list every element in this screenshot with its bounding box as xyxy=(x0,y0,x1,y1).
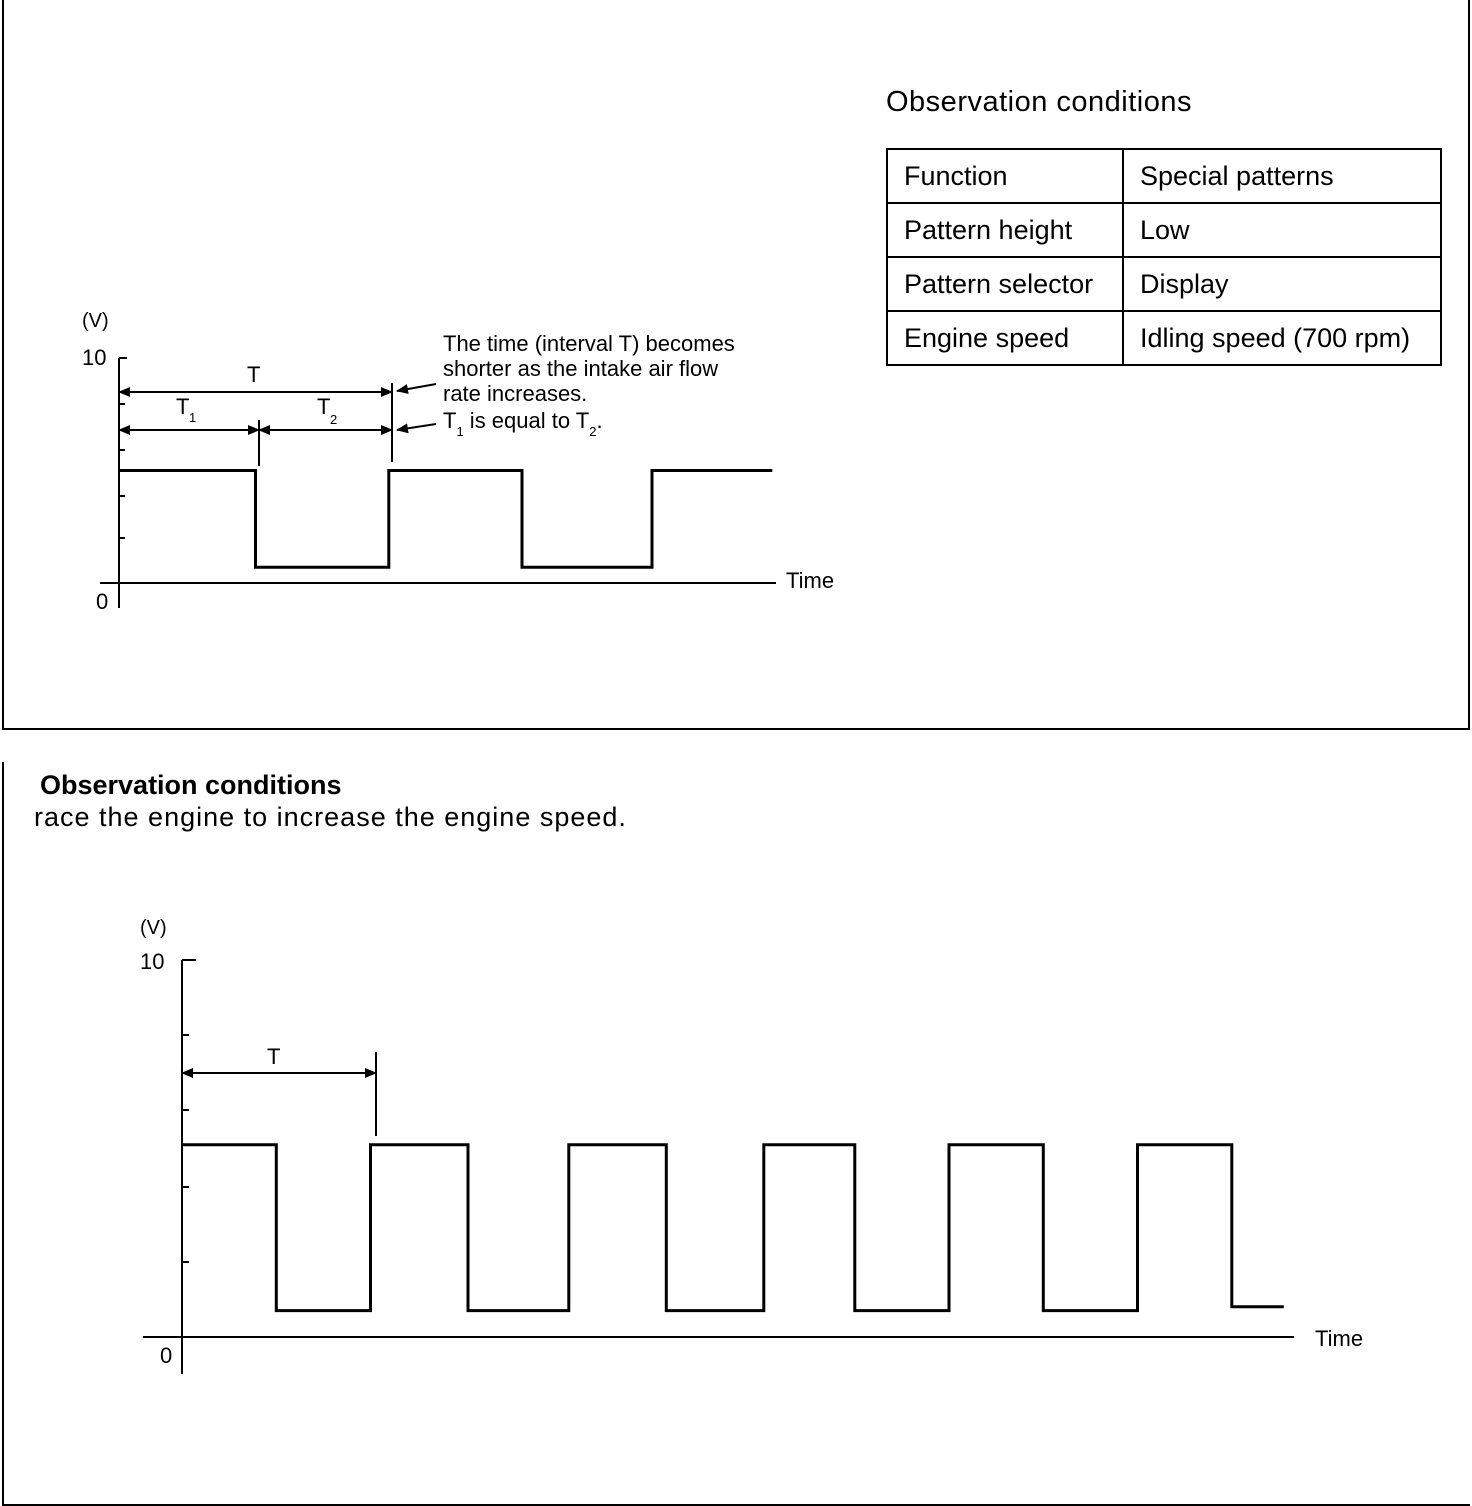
eq-mid: is equal to T xyxy=(463,408,590,433)
eq-t2-sub: 2 xyxy=(589,424,597,439)
chart2-ymax-label: 10 xyxy=(140,949,165,974)
row-value: Special patterns xyxy=(1123,149,1441,203)
chart1-xlabel: Time xyxy=(786,568,835,593)
row-label: Pattern height xyxy=(887,203,1123,257)
chart1-leader-arrow xyxy=(397,384,436,391)
conditions-table-title: Observation conditions xyxy=(886,86,1192,118)
chart1-note-line: shorter as the intake air flow xyxy=(443,356,719,381)
row-label: Pattern selector xyxy=(887,257,1123,311)
eq-t1-sub: 1 xyxy=(456,424,464,439)
chart2-ylabel: (V) xyxy=(140,917,167,939)
chart1-note-line: rate increases. xyxy=(443,381,588,406)
chart1-period-label: T xyxy=(247,362,261,387)
chart1-t2-label: T xyxy=(317,394,331,419)
chart-1 xyxy=(82,310,834,614)
section-heading: Observation conditions xyxy=(40,770,342,800)
chart1-leader-arrow xyxy=(397,424,436,430)
chart1-equality-note xyxy=(443,408,603,439)
row-value: Idling speed (700 rpm) xyxy=(1123,311,1441,365)
chart1-t1-label: T xyxy=(176,394,190,419)
eq-t1: T xyxy=(443,408,457,433)
section-instruction: race the engine to increase the engine speed. xyxy=(34,802,627,832)
row-label: Engine speed xyxy=(887,311,1123,365)
chart-2 xyxy=(140,917,1363,1374)
chart1-note-line: The time (interval T) becomes xyxy=(443,331,735,356)
row-value: Display xyxy=(1123,257,1441,311)
row-value: Low xyxy=(1123,203,1441,257)
chart2-xlabel: Time xyxy=(1315,1326,1364,1351)
chart1-ymax-label: 10 xyxy=(82,345,107,370)
chart1-series-line xyxy=(119,471,772,568)
chart2-origin-label: 0 xyxy=(160,1343,173,1368)
eq-end: . xyxy=(596,408,603,433)
chart2-period-label: T xyxy=(267,1044,281,1069)
chart1-t2-subscript: 2 xyxy=(330,412,338,427)
chart1-ylabel: (V) xyxy=(82,310,109,332)
row-label: Function xyxy=(887,149,1123,203)
chart2-series-line xyxy=(182,1145,1284,1311)
chart1-t1-subscript: 1 xyxy=(189,410,197,425)
chart1-origin-label: 0 xyxy=(96,589,109,614)
